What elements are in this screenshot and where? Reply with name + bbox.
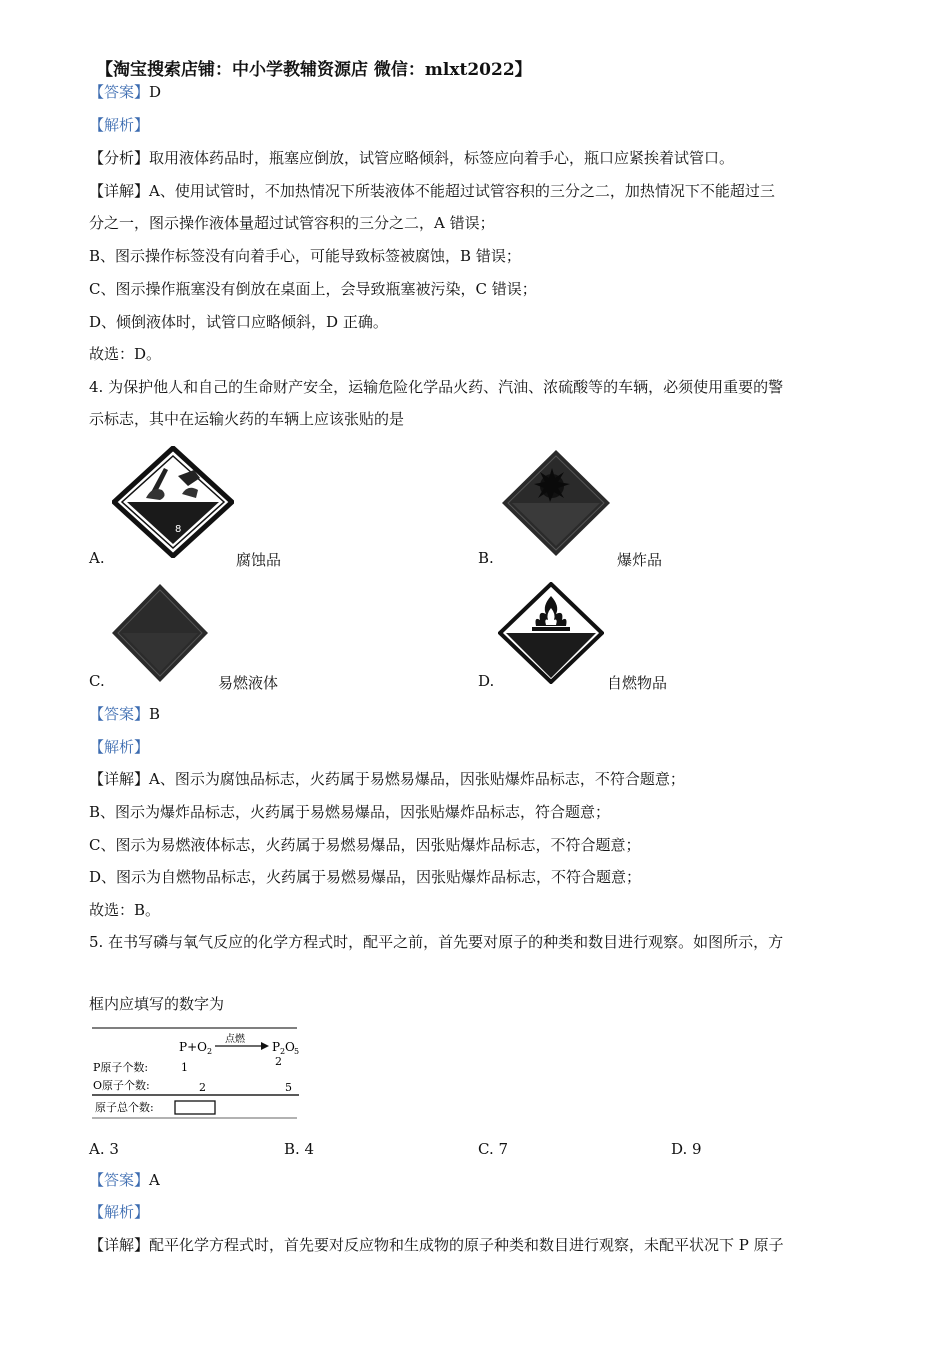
q4-answer-line: [89, 704, 160, 724]
detail-tag: 【详解】: [89, 1236, 150, 1254]
q5-answer: A: [149, 1171, 160, 1189]
q3-line-b: B、图示操作标签没有向着手心，可能导致标签被腐蚀，B 错误；: [89, 247, 521, 265]
fig-reactants: P+O: [179, 1040, 207, 1054]
fig-product-o: O: [285, 1040, 295, 1054]
fig-reactant-sub: 2: [207, 1047, 213, 1056]
q5-option-d: D. 9: [671, 1140, 702, 1158]
q4-stem-1: 4. 为保护他人和自己的生命财产安全，运输危险化学品火药、汽油、浓硫酸等的车辆，必须使用重要的警: [89, 378, 784, 396]
fig-answer-box: [175, 1101, 215, 1114]
q4-option-a-letter: A.: [89, 549, 105, 567]
explosive-sign-icon: [500, 448, 612, 558]
q4-option-c-letter: C.: [89, 672, 105, 690]
flammable-liquid-sign-icon: [110, 582, 210, 684]
fig-o-left: 2: [199, 1081, 206, 1094]
q3-line-c: C、图示操作瓶塞没有倒放在桌面上，会导致瓶塞被污染，C 错误；: [89, 280, 537, 298]
reaction-figure: [89, 1025, 303, 1121]
corrosive-sign-icon: [112, 446, 234, 558]
fig-p-left: 1: [181, 1061, 188, 1074]
q4-line-d: D、图示为自燃物品标志，火药属于易燃易爆品，因张贴爆炸品标志，不符合题意；: [89, 868, 642, 886]
q3-detail-1: A、使用试管时，不加热情况下所装液体不能超过试管容积的三分之二，加热情况下不能超过三: [149, 182, 775, 200]
q5-option-c: C. 7: [478, 1140, 509, 1158]
q4-option-d-label: 自燃物品: [607, 674, 668, 692]
q4-line-c: C、图示为易燃液体标志，火药属于易燃易爆品，因张贴爆炸品标志，不符合题意；: [89, 836, 641, 854]
q4-option-b-letter: B.: [478, 549, 494, 567]
q4-detail-a: A、图示为腐蚀品标志，火药属于易燃易爆品，因张贴爆炸品标志，不符合题意；: [149, 770, 685, 788]
q3-detail-line-2: 分之一，图示操作液体量超过试管容积的三分之二，A 错误；: [89, 214, 495, 232]
fig-total-label: 原子总个数:: [95, 1101, 154, 1114]
q4-detail-a-line: [89, 769, 685, 789]
sign-class-number: 8: [175, 524, 182, 535]
fig-p-row-label: P原子个数:: [93, 1061, 149, 1074]
fenxi-tag: 【分析】: [89, 149, 150, 167]
answer-tag: 【答案】: [89, 83, 150, 101]
q5-detail-1: 配平化学方程式时，首先要对反应物和生成物的原子种类和数目进行观察，未配平状况下 P 原子: [149, 1236, 784, 1254]
q5-stem-2: 框内应填写的数字为: [89, 995, 225, 1013]
fig-condition: 点燃: [225, 1034, 245, 1045]
q3-choose: 故选：D。: [89, 345, 162, 363]
q5-detail-line-1: [89, 1235, 784, 1255]
fig-product-p-sub: 2: [280, 1047, 286, 1056]
page-header: 【淘宝搜索店铺：中小学教辅资源店 微信：mlxt2022】: [96, 60, 532, 80]
q4-stem-2: 示标志，其中在运输火药的车辆上应该张贴的是: [89, 410, 405, 428]
answer-tag: 【答案】: [89, 1171, 150, 1189]
q4-line-b: B、图示为爆炸品标志，火药属于易燃易爆品，因张贴爆炸品标志，符合题意；: [89, 803, 611, 821]
q4-option-b-label: 爆炸品: [617, 551, 663, 569]
fig-p-right: 2: [275, 1055, 282, 1068]
fig-product-o-sub: 5: [294, 1047, 300, 1056]
q5-analysis-tag: 【解析】: [89, 1203, 150, 1221]
q4-option-d-letter: D.: [478, 672, 495, 690]
q3-answer: D: [149, 83, 162, 101]
q3-answer-line: [89, 82, 161, 102]
q5-answer-line: [89, 1170, 160, 1190]
q4-option-c-label: 易燃液体: [218, 674, 279, 692]
q5-option-b: B. 4: [284, 1140, 315, 1158]
q4-analysis-tag: 【解析】: [89, 738, 150, 756]
answer-tag: 【答案】: [89, 705, 150, 723]
fig-product-p: P: [272, 1040, 281, 1054]
q5-stem-1: 5. 在书写磷与氧气反应的化学方程式时，配平之前，首先要对原子的种类和数目进行观察。如图所示，方: [89, 933, 784, 951]
spontaneous-combustion-sign-icon: [498, 582, 604, 684]
q3-line-d: D、倾倒液体时，试管口应略倾斜，D 正确。: [89, 313, 388, 331]
detail-tag: 【详解】: [89, 770, 150, 788]
fig-o-right: 5: [285, 1081, 292, 1094]
q3-analysis-tag: 【解析】: [89, 116, 150, 134]
q3-detail-line-1: [89, 181, 775, 201]
q3-fenxi-line: [89, 148, 734, 168]
q4-answer: B: [149, 705, 161, 723]
q3-fenxi: 取用液体药品时，瓶塞应倒放，试管应略倾斜，标签应向着手心，瓶口应紧挨着试管口。: [149, 149, 735, 167]
detail-tag: 【详解】: [89, 182, 150, 200]
q4-option-a-label: 腐蚀品: [236, 551, 282, 569]
q5-option-a: A. 3: [89, 1140, 119, 1158]
q4-choose: 故选：B。: [89, 901, 161, 919]
fig-o-row-label: O原子个数:: [93, 1079, 150, 1092]
